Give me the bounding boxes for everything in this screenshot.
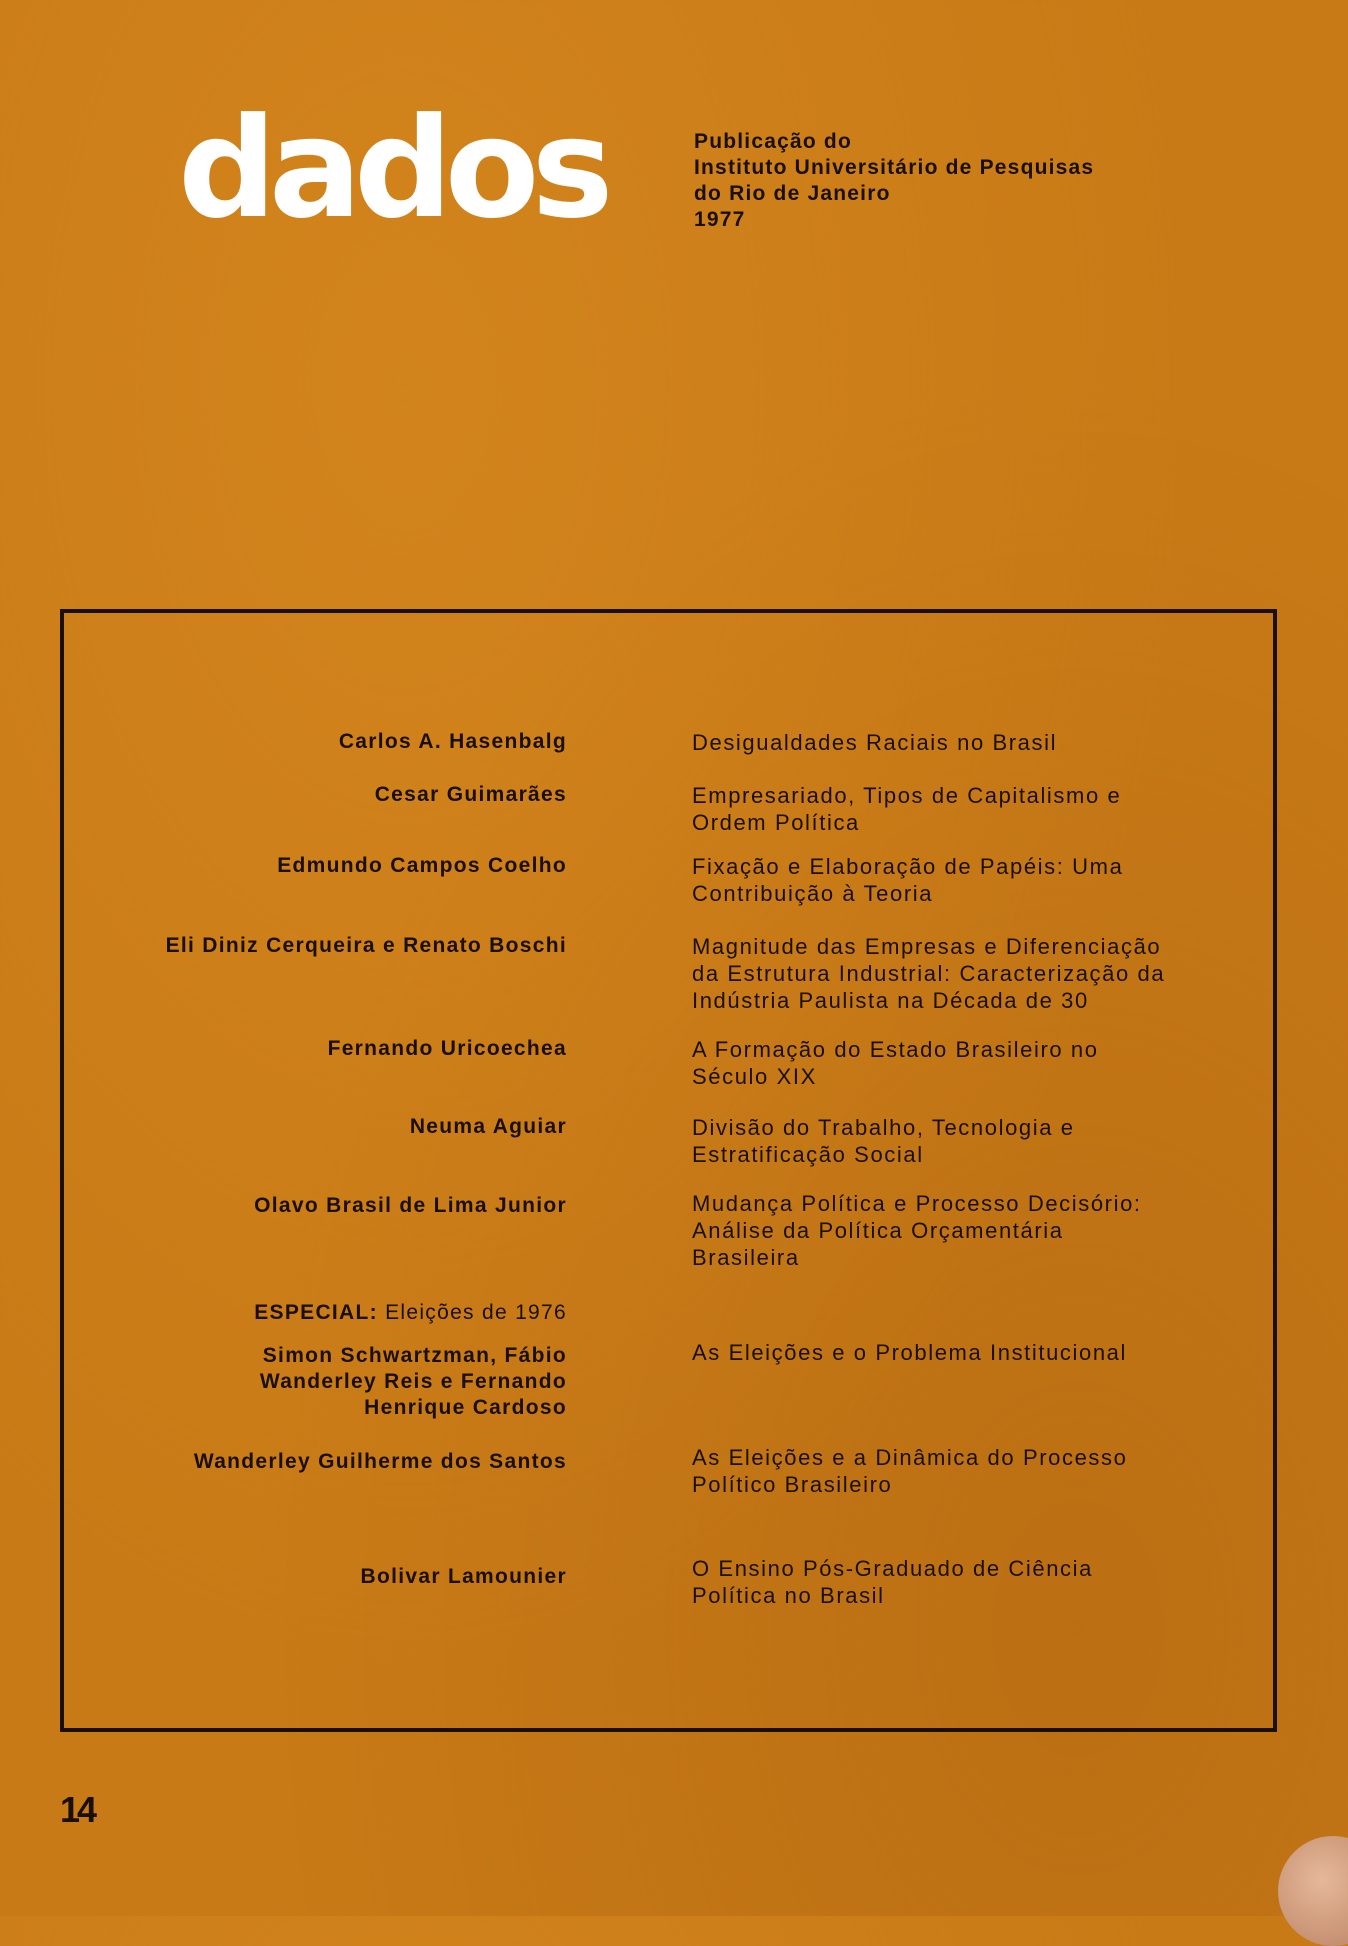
author-line: Neuma Aguiar [409, 1115, 567, 1138]
title-line: Mudança Política e Processo Decisório: [692, 1191, 1142, 1216]
title-line: Estratificação Social [692, 1142, 924, 1167]
page-number: 14 [60, 1789, 95, 1830]
author-line: Olavo Brasil de Lima Junior [254, 1194, 567, 1217]
title-line: Fixação e Elaboração de Papéis: Uma [692, 854, 1124, 879]
author-line: Wanderley Reis e Fernando [259, 1370, 567, 1393]
author-line: Henrique Cardoso [364, 1396, 567, 1419]
journal-logo: dados [178, 88, 606, 249]
publisher-line: do Rio de Janeiro [694, 182, 891, 205]
publisher-line: Instituto Universitário de Pesquisas [694, 156, 1095, 179]
author-line: Wanderley Guilherme dos Santos [193, 1450, 567, 1473]
title-line: Desigualdades Raciais no Brasil [692, 730, 1058, 755]
article-title [692, 933, 1212, 1014]
article-title [692, 1114, 1212, 1168]
author-entry [410, 1114, 567, 1140]
scan-thumb-artifact [1278, 1836, 1348, 1946]
article-title [692, 1339, 1212, 1366]
article-title [692, 1444, 1212, 1498]
article-title [692, 782, 1212, 836]
author-line: Fernando Uricoechea [327, 1037, 567, 1060]
title-line: Político Brasileiro [692, 1472, 893, 1497]
author-line: Eli Diniz Cerqueira e Renato Boschi [165, 934, 567, 957]
article-title [692, 853, 1212, 907]
author-line: Bolivar Lamounier [360, 1565, 567, 1588]
author-entry [277, 853, 567, 879]
title-line: Divisão do Trabalho, Tecnologia e [692, 1115, 1075, 1140]
publisher-line: 1977 [694, 208, 746, 231]
title-line: Ordem Política [692, 810, 860, 835]
article-title [692, 729, 1212, 756]
special-text: Eleições de 1976 [385, 1301, 567, 1324]
author-entry [339, 729, 567, 755]
title-line: Empresariado, Tipos de Capitalismo e [692, 783, 1122, 808]
publisher-line: Publicação do [694, 130, 852, 153]
title-line: Brasileira [692, 1245, 800, 1270]
publisher-info [694, 129, 1094, 233]
article-title [692, 1190, 1212, 1271]
author-entry [328, 1036, 567, 1062]
author-entry [260, 1343, 567, 1421]
author-entry [194, 1449, 567, 1475]
title-line: Política no Brasil [692, 1583, 885, 1608]
title-line: A Formação do Estado Brasileiro no [692, 1037, 1099, 1062]
title-line: Século XIX [692, 1064, 817, 1089]
special-section-heading [254, 1300, 567, 1326]
title-line: O Ensino Pós-Graduado de Ciência [692, 1556, 1093, 1581]
title-line: Análise da Política Orçamentária [692, 1218, 1064, 1243]
title-line: Contribuição à Teoria [692, 881, 934, 906]
author-line: Cesar Guimarães [374, 783, 567, 806]
title-line: As Eleições e a Dinâmica do Processo [692, 1445, 1128, 1470]
title-line: Indústria Paulista na Década de 30 [692, 988, 1089, 1013]
title-line: da Estrutura Industrial: Caracterização da [692, 961, 1166, 986]
article-title [692, 1555, 1212, 1609]
author-entry [166, 933, 567, 959]
article-title [692, 1036, 1212, 1090]
special-label: ESPECIAL: [254, 1301, 378, 1324]
author-line: Simon Schwartzman, Fábio [262, 1344, 567, 1367]
author-entry [254, 1193, 567, 1219]
author-entry [375, 782, 567, 808]
title-line: Magnitude das Empresas e Diferenciação [692, 934, 1162, 959]
author-line: Carlos A. Hasenbalg [338, 730, 567, 753]
author-entry [361, 1564, 567, 1590]
author-line: Edmundo Campos Coelho [277, 854, 567, 877]
title-line: As Eleições e o Problema Institucional [692, 1340, 1127, 1365]
